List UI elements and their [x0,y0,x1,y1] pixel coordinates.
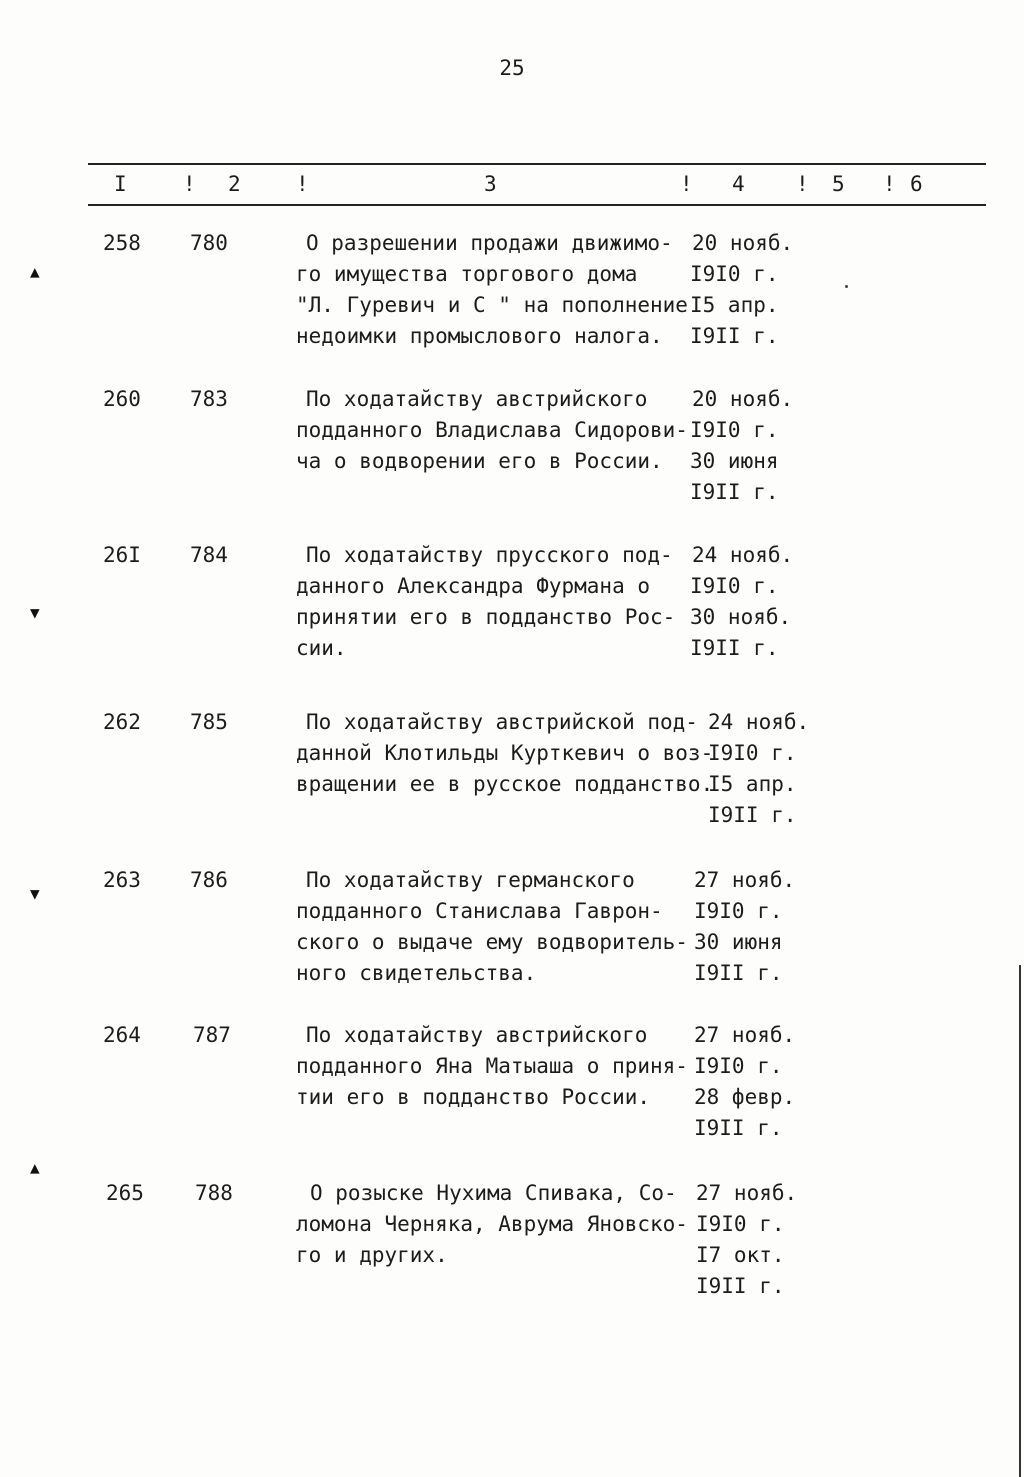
header-separator: ! [183,172,196,196]
header-separator: ! [296,172,309,196]
description-line: ного свидетельства. [296,961,537,985]
date-line: 30 июня [690,449,779,473]
date-line: I9I0 г. [690,574,779,598]
description-line [296,800,696,831]
description-line: По ходатайству прусского под- [306,543,673,567]
record-dates [690,384,820,508]
header-separator: ! [883,172,896,196]
description-line: тии его в подданство России. [296,1085,651,1109]
description-line: О розыске Нухима Спивака, Со- [310,1181,677,1205]
description-line [296,477,696,508]
ink-speck [845,285,848,288]
record-dates [690,228,820,352]
page-number: 25 [499,56,525,80]
description-line: подданного Яна Матыаша о приня- [296,1054,688,1078]
description-line: недоимки промыслового налога. [296,324,663,348]
record-number: 260 [103,387,141,411]
description-line: По ходатайству австрийской под- [306,710,698,734]
record-dates [690,540,820,664]
header-separator: ! [680,172,693,196]
page-edge-line [1019,965,1021,1477]
file-number: 785 [190,710,228,734]
file-number: 780 [190,231,228,255]
description-line: По ходатайству австрийского [306,387,648,411]
header-col-4: 4 [732,172,745,196]
date-line: I9II г. [690,324,779,348]
file-number: 786 [190,868,228,892]
description-line: По ходатайству австрийского [306,1023,648,1047]
description-line: О разрешении продажи движимо- [306,231,673,255]
record-dates [694,1020,824,1144]
date-line: I9I0 г. [696,1212,785,1236]
table-header [0,172,1024,198]
description-line: ломона Черняка, Аврума Яновско- [296,1212,688,1236]
file-number: 787 [193,1023,231,1047]
record-dates [708,707,838,831]
description-line: го имущества торгового дома [296,262,638,286]
header-col-1: I [114,172,127,196]
table-top-rule [88,163,986,165]
record-number: 26I [103,543,141,567]
description-line [296,1113,696,1144]
record-description [296,540,696,664]
description-line: принятии его в подданство Рос- [296,605,676,629]
description-line: ского о выдаче ему водворитель- [296,930,688,954]
date-line: 27 нояб. [694,868,796,892]
description-line: данной Клотильды Курткевич о воз- [296,741,714,765]
date-line: 27 нояб. [696,1181,798,1205]
binding-hole-mark-icon: ▼ [30,884,40,903]
date-line: I9II г. [694,1116,783,1140]
record-description [296,1020,696,1144]
file-number: 784 [190,543,228,567]
record-number: 265 [106,1181,144,1205]
date-line: 20 нояб. [692,231,794,255]
record-number: 263 [103,868,141,892]
date-line: I5 апр. [708,772,797,796]
description-line: По ходатайству германского [306,868,635,892]
header-col-2: 2 [228,172,241,196]
record-description [296,707,714,831]
date-line: I9I0 г. [690,262,779,286]
description-line: ча о водворении его в России. [296,449,663,473]
file-number: 788 [195,1181,233,1205]
record-number: 258 [103,231,141,255]
record-description [296,865,696,989]
date-line: I9II г. [694,961,783,985]
record-description [296,384,696,508]
date-line: 24 нояб. [692,543,794,567]
description-line: вращении ее в русское подданство. [296,772,714,796]
binding-hole-mark-icon: ▲ [30,1158,40,1177]
header-col-3: 3 [484,172,497,196]
description-line: "Л. Гуревич и С " на пополнение [296,293,688,317]
date-line: 28 февр. [694,1085,796,1109]
record-description [296,228,696,352]
date-line: I9I0 г. [690,418,779,442]
date-line: 30 нояб. [690,605,792,629]
date-line: 30 июня [694,930,783,954]
date-line: I9II г. [708,803,797,827]
description-line: данного Александра Фурмана о [296,574,651,598]
description-line: го и других. [296,1243,448,1267]
date-line: 20 нояб. [692,387,794,411]
record-number: 264 [103,1023,141,1047]
date-line: 24 нояб. [708,710,810,734]
description-line: подданного Станислава Гаврон- [296,899,663,923]
record-dates [694,865,824,989]
record-number: 262 [103,710,141,734]
date-line: I9I0 г. [708,741,797,765]
description-line [296,1271,696,1302]
header-col-5: 5 [832,172,845,196]
record-dates [696,1178,826,1302]
file-number: 783 [190,387,228,411]
date-line: I5 апр. [690,293,779,317]
description-line: сии. [296,636,347,660]
date-line: I9I0 г. [694,1054,783,1078]
table-header-rule [88,204,986,206]
date-line: I9II г. [690,636,779,660]
date-line: I9II г. [690,480,779,504]
date-line: I9II г. [696,1274,785,1298]
binding-hole-mark-icon: ▲ [30,262,40,281]
header-separator: ! [796,172,809,196]
record-description [296,1178,696,1302]
date-line: I9I0 г. [694,899,783,923]
date-line: 27 нояб. [694,1023,796,1047]
description-line: подданного Владислава Сидорови- [296,418,688,442]
date-line: I7 окт. [696,1243,785,1267]
binding-hole-mark-icon: ▼ [30,603,40,622]
header-col-6: 6 [910,172,923,196]
